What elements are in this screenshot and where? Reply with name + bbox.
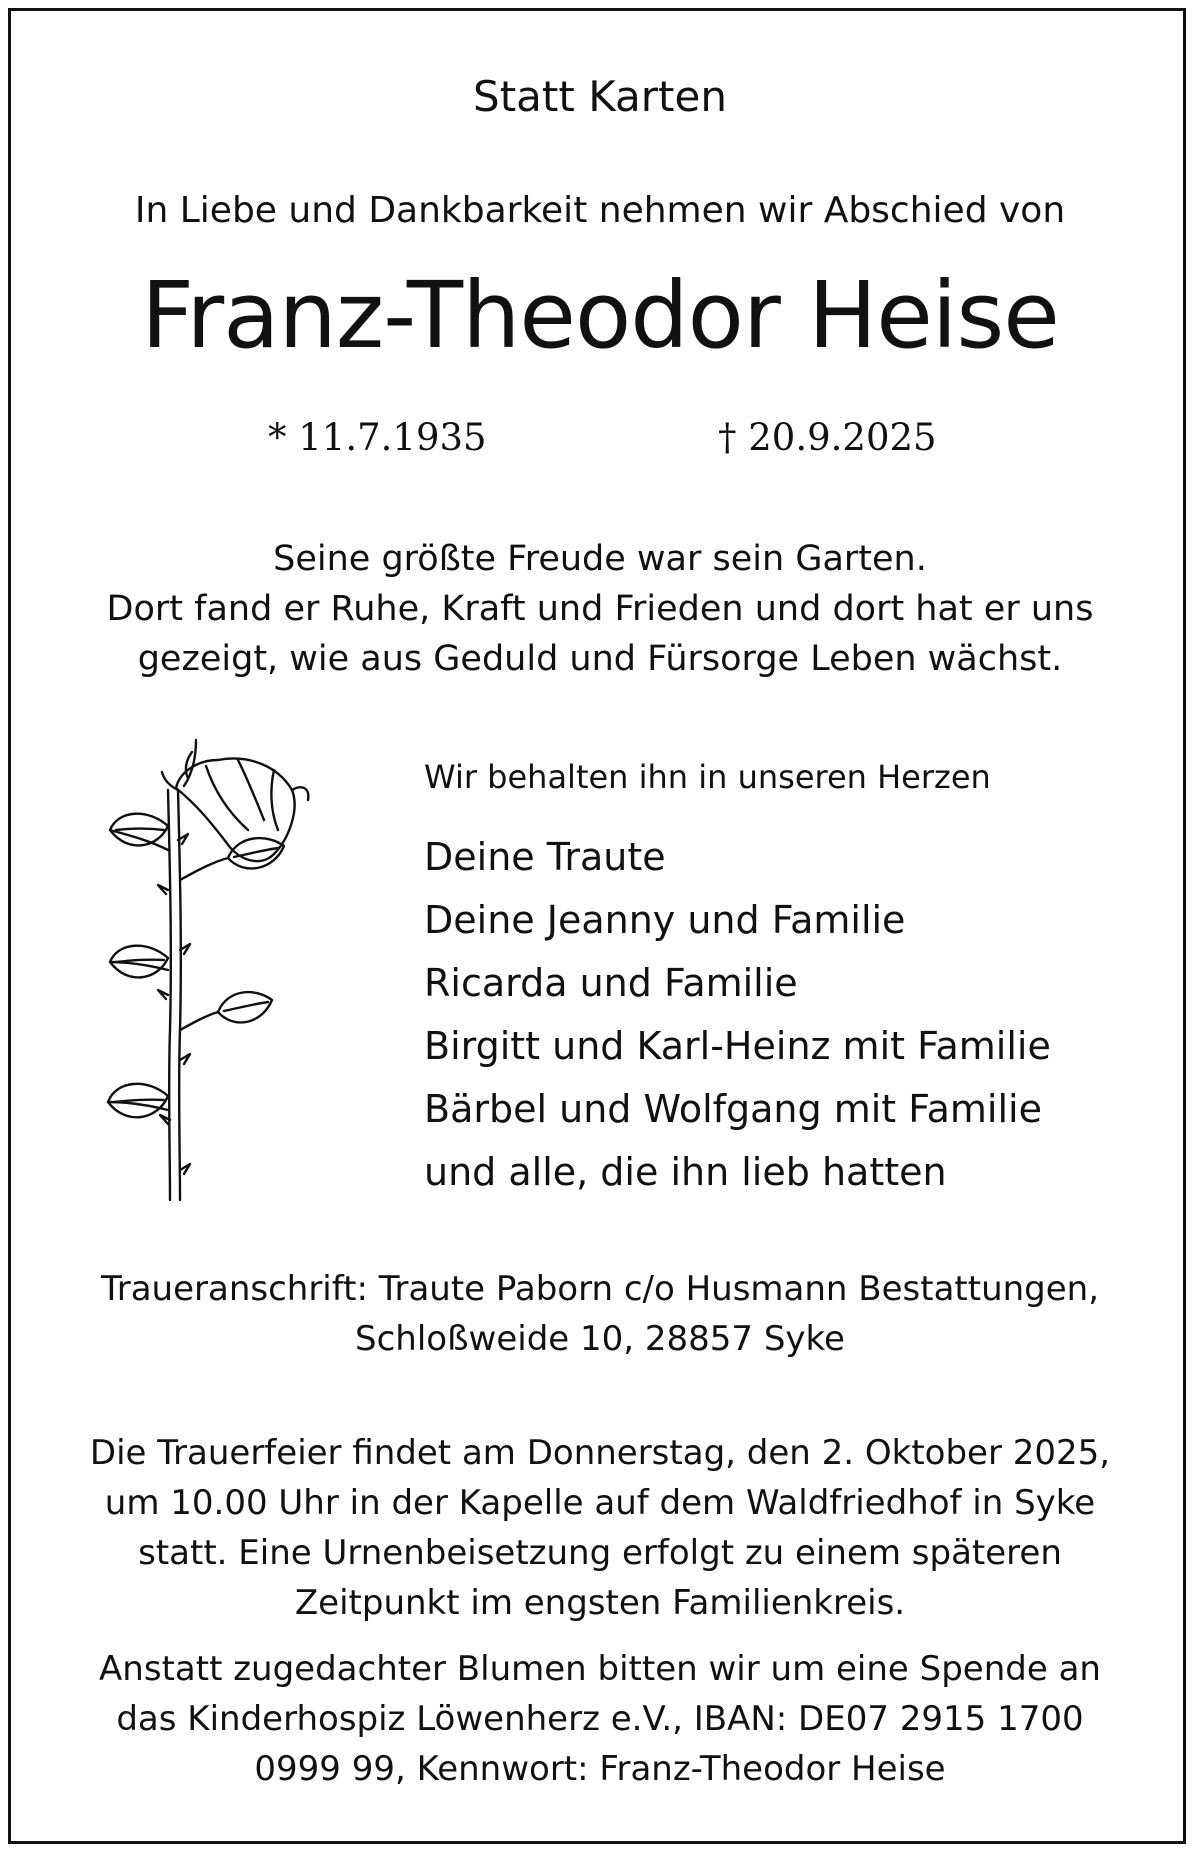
mourning-address [0, 1264, 1200, 1364]
mourner-name: Deine Jeanny und Familie [424, 898, 906, 942]
birth-date: * 11.7.1935 [268, 416, 487, 459]
rose-icon [88, 730, 368, 1210]
donation-line: 0999 99, Kennwort: Franz-Theodor Heise [254, 1749, 946, 1789]
ceremony-line: Die Trauerfeier findet am Donnerstag, den 2. Oktober 2025, [89, 1433, 1111, 1473]
mourners-list [424, 826, 1051, 1204]
ceremony-line: statt. Eine Urnenbeisetzung erfolgt zu einem späteren [138, 1533, 1062, 1573]
ceremony-line: um 10.00 Uhr in der Kapelle auf dem Waldfriedhof in Syke [104, 1483, 1096, 1523]
donation-line: Anstatt zugedachter Blumen bitten wir um eine Spende an [99, 1649, 1101, 1689]
quote-line: Seine größte Freude war sein Garten. [273, 539, 927, 579]
donation-line: das Kinderhospiz Löwenherz e.V., IBAN: DE07 2915 1700 [116, 1699, 1084, 1739]
mourner-name: Bärbel und Wolfgang mit Familie [424, 1087, 1042, 1131]
mourner-name: Ricarda und Familie [424, 961, 798, 1005]
deceased-name: Franz-Theodor Heise [141, 262, 1059, 369]
mourner-name: Deine Traute [424, 835, 666, 879]
death-date: † 20.9.2025 [718, 416, 937, 459]
notice-heading: Statt Karten [473, 72, 727, 121]
ceremony-info [0, 1428, 1200, 1628]
mourners-intro: Wir behalten ihn in unseren Herzen [424, 758, 991, 796]
ceremony-line: Zeitpunkt im engsten Familienkreis. [294, 1583, 906, 1623]
address-line: Traueranschrift: Traute Paborn c/o Husmann Bestattungen, [100, 1269, 1100, 1309]
donation-info [0, 1644, 1200, 1794]
quote-line: gezeigt, wie aus Geduld und Fürsorge Leben wächst. [137, 639, 1063, 679]
memorial-quote [0, 534, 1200, 684]
quote-line: Dort fand er Ruhe, Kraft und Frieden und dort hat er uns [106, 589, 1094, 629]
address-line: Schloßweide 10, 28857 Syke [355, 1319, 845, 1359]
farewell-intro: In Liebe und Dankbarkeit nehmen wir Abschied von [134, 190, 1066, 231]
mourner-name: und alle, die ihn lieb hatten [424, 1150, 947, 1194]
mourner-name: Birgitt und Karl-Heinz mit Familie [424, 1024, 1051, 1068]
